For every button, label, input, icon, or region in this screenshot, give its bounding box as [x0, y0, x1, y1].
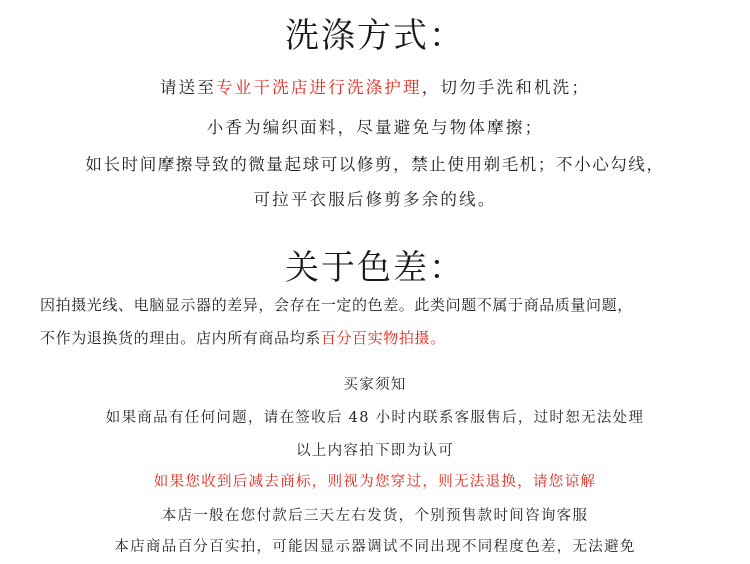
color-diff-title: 关于色差： — [285, 248, 465, 288]
buyer-notice-line-3: 如果您收到后减去商标，则视为您穿过，则无法退换，请您谅解 — [153, 474, 597, 490]
washing-line-1-highlight: 专业干洗店进行洗涤护理 — [216, 78, 422, 97]
washing-line-2: 小香为编织面料，尽量避免与物体摩擦； — [206, 118, 544, 137]
color-diff-line-1: 因拍摄光线、电脑显示器的差异，会存在一定的色差。此类问题不属于商品质量问题， — [40, 296, 633, 314]
buyer-notice-line-4: 本店一般在您付款后三天左右发货，个别预售款时间咨询客服 — [161, 508, 589, 524]
washing-line-1 — [0, 74, 750, 98]
buyer-notice-line-5: 本店商品百分百实拍，可能因显示器调试不同出现不同程度色差，无法避免 — [114, 539, 636, 555]
buyer-notice-title: 买家须知 — [343, 377, 407, 393]
washing-line-3: 如长时间摩擦导致的微量起球可以修剪，禁止使用剃毛机；不小心勾线， — [85, 155, 665, 174]
buyer-notice-line-1: 如果商品有任何问题，请在签收后 48 小时内联系客服售后，过时恕无法处理 — [105, 410, 645, 426]
washing-line-4: 可拉平衣服后修剪多余的线。 — [253, 190, 497, 209]
washing-line-1-prefix: 请送至 — [159, 78, 217, 97]
washing-line-1-suffix: ，切勿手洗和机洗； — [421, 78, 591, 97]
color-diff-line-2-prefix: 不作为退换货的理由。店内所有商品均系 — [40, 329, 321, 347]
color-diff-line-2-highlight: 百分百实物拍摄。 — [320, 329, 446, 347]
color-diff-line-2 — [40, 327, 730, 348]
washing-title: 洗涤方式： — [285, 16, 465, 56]
buyer-notice-line-2: 以上内容拍下即为认可 — [296, 443, 454, 459]
